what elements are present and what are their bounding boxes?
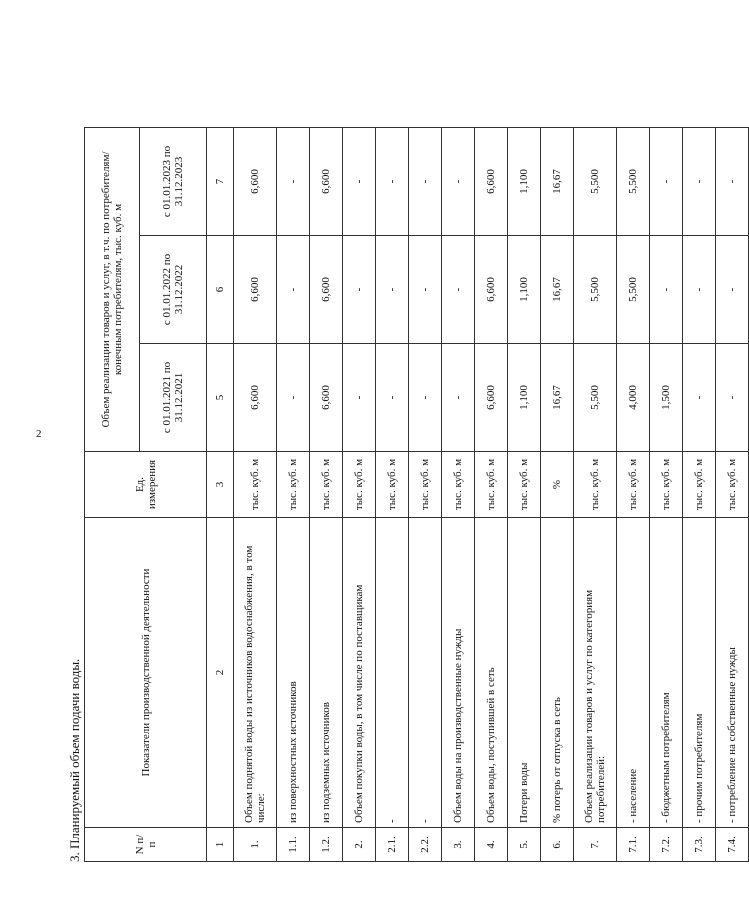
row-number: 7. [574,828,617,862]
row-value-2022: - [650,236,683,344]
row-indicator: Объем реализации товаров и услуг по категориям потребителей: [574,518,617,828]
row-number: 2.1. [376,828,409,862]
row-number: 4. [475,828,508,862]
table-row [409,128,442,862]
row-unit: тыс. куб. м [716,452,749,518]
rotated-content [67,52,738,862]
table-row [617,128,650,862]
header-group: Объем реализации товаров и услуг, в т.ч. по потребителям/ конечным потребителям, тыс. куб. м [85,128,140,452]
row-indicator: Потери воды [508,518,541,828]
table-row [683,128,716,862]
row-value-2021: 1,500 [650,344,683,452]
row-indicator: % потерь от отпуска в сеть [541,518,574,828]
row-value-2023: - [277,128,310,236]
table-body [234,128,749,862]
row-unit: тыс. куб. м [475,452,508,518]
row-value-2022: 16,67 [541,236,574,344]
table-row [442,128,475,862]
row-value-2023: - [716,128,749,236]
row-unit: тыс. куб. м [343,452,376,518]
row-value-2021: - [343,344,376,452]
page-number: 2 [36,428,42,440]
table-row [310,128,343,862]
row-value-2021: 6,600 [475,344,508,452]
col-number: 1 [207,828,234,862]
row-value-2023: 6,600 [310,128,343,236]
header-num: N п/п [85,828,207,862]
row-indicator: - [409,518,442,828]
table-row [277,128,310,862]
row-value-2021: 1,100 [508,344,541,452]
row-value-2021: - [376,344,409,452]
row-number: 7.3. [683,828,716,862]
row-value-2023: 16,67 [541,128,574,236]
row-unit: тыс. куб. м [683,452,716,518]
table-row [541,128,574,862]
row-number: 7.1. [617,828,650,862]
header-indicator: Показатели производственной деятельности [85,518,207,828]
row-unit: тыс. куб. м [442,452,475,518]
water-supply-table [84,127,749,862]
row-value-2022: - [343,236,376,344]
row-value-2023: 5,500 [617,128,650,236]
section-title: 3. Планируемый объем подачи воды. [67,658,82,862]
row-indicator: Объем покупки воды, в том числе по поставщикам [343,518,376,828]
row-number: 3. [442,828,475,862]
row-value-2022: - [409,236,442,344]
row-value-2022: - [277,236,310,344]
row-value-2023: 6,600 [475,128,508,236]
row-value-2023: - [376,128,409,236]
row-number: 1.2. [310,828,343,862]
row-value-2022: 6,600 [234,236,277,344]
row-value-2022: 5,500 [617,236,650,344]
table-row [650,128,683,862]
row-unit: тыс. куб. м [310,452,343,518]
row-value-2023: 1,100 [508,128,541,236]
row-indicator: Объем воды, поступившей в сеть [475,518,508,828]
row-value-2023: - [650,128,683,236]
row-value-2023: - [343,128,376,236]
col-number: 5 [207,344,234,452]
row-value-2023: - [683,128,716,236]
row-value-2021: - [442,344,475,452]
row-unit: тыс. куб. м [508,452,541,518]
row-indicator: - [376,518,409,828]
header-period-2023: с 01.01.2023 по 31.12.2023 [140,128,207,236]
header-period-2021: с 01.01.2021 по 31.12.2021 [140,344,207,452]
row-value-2022: - [442,236,475,344]
row-number: 5. [508,828,541,862]
table-row [475,128,508,862]
row-indicator: - бюджетным потребителям [650,518,683,828]
row-value-2022: 6,600 [475,236,508,344]
row-value-2021: - [409,344,442,452]
row-value-2021: - [683,344,716,452]
row-value-2022: - [716,236,749,344]
row-number: 7.4. [716,828,749,862]
row-unit: % [541,452,574,518]
row-value-2023: - [442,128,475,236]
row-unit: тыс. куб. м [617,452,650,518]
row-number: 1. [234,828,277,862]
row-value-2021: - [716,344,749,452]
row-value-2021: 6,600 [310,344,343,452]
row-value-2022: - [376,236,409,344]
row-unit: тыс. куб. м [277,452,310,518]
row-number: 2.2. [409,828,442,862]
row-number: 6. [541,828,574,862]
row-number: 2. [343,828,376,862]
row-value-2022: 1,100 [508,236,541,344]
row-value-2021: 16,67 [541,344,574,452]
row-indicator: Объем поднятой воды из источников водоснабжения, в том числе: [234,518,277,828]
row-unit: тыс. куб. м [234,452,277,518]
header-unit: Ед. измерения [85,452,207,518]
table-row [716,128,749,862]
row-value-2021: 6,600 [234,344,277,452]
row-unit: тыс. куб. м [409,452,442,518]
row-indicator: - прочим потребителям [683,518,716,828]
row-unit: тыс. куб. м [376,452,409,518]
col-number: 7 [207,128,234,236]
row-value-2021: - [277,344,310,452]
row-value-2022: 5,500 [574,236,617,344]
table-row [508,128,541,862]
col-number: 2 [207,518,234,828]
row-value-2023: 5,500 [574,128,617,236]
row-indicator: - потребление на собственные нужды [716,518,749,828]
row-value-2022: 6,600 [310,236,343,344]
row-unit: тыс. куб. м [650,452,683,518]
row-value-2023: 6,600 [234,128,277,236]
table-row [376,128,409,862]
row-number: 7.2. [650,828,683,862]
row-value-2021: 4,000 [617,344,650,452]
header-period-2022: с 01.01.2022 по 31.12.2022 [140,236,207,344]
row-unit: тыс. куб. м [574,452,617,518]
row-value-2022: - [683,236,716,344]
table-row [574,128,617,862]
row-indicator: из подземных источников [310,518,343,828]
col-number: 3 [207,452,234,518]
col-number: 6 [207,236,234,344]
row-indicator: из поверхностных источников [277,518,310,828]
row-indicator: Объем воды на производственные нужды [442,518,475,828]
row-number: 1.1. [277,828,310,862]
table-row [343,128,376,862]
row-value-2023: - [409,128,442,236]
row-value-2021: 5,500 [574,344,617,452]
row-indicator: - население [617,518,650,828]
table-row [234,128,277,862]
